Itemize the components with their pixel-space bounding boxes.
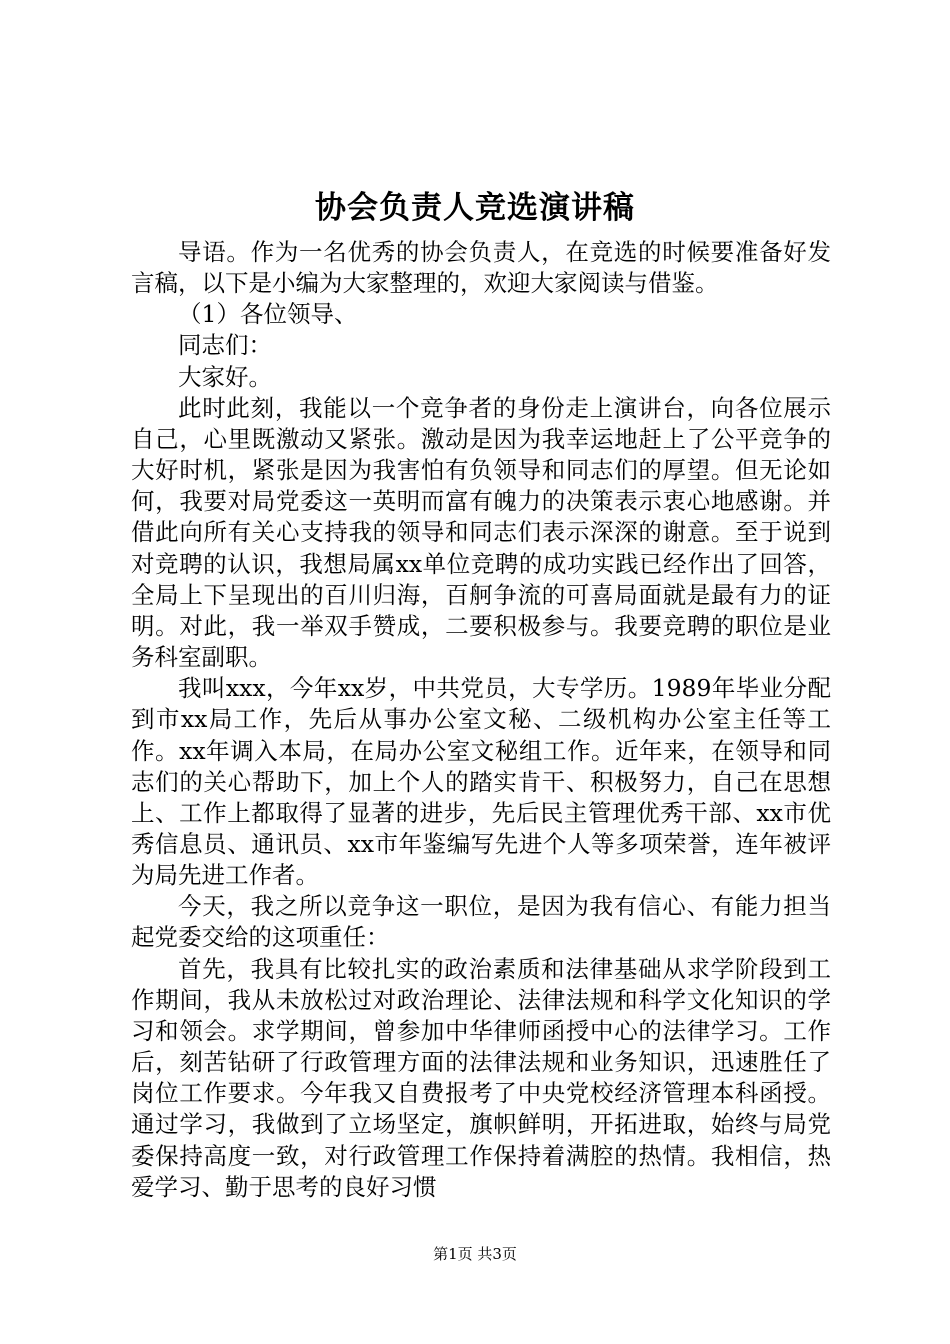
paragraph-opening: 此时此刻，我能以一个竞争者的身份走上演讲台，向各位展示自己，心里既激动又紧张。激动是因为我幸运地赶上了公平竞争的大好时机，紧张是因为我害怕有负领导和同志们的厚望。但无论如何，我要对局党委这一英明而富有魄力的决策表示衷心地感谢。并借此向所有关心支持我的领导和同志们表示深深的谢意。至于说到对竞聘的认识，我想局属xx单位竞聘的成功实践已经作出了回答，全局上下呈现出的百川归海，百舸争流的可喜局面就是最有力的证明。对此，我一举双手赞成，二要积极参与。我要竞聘的职位是业务科室副职。 [131, 393, 831, 672]
paragraph-first-point: 首先，我具有比较扎实的政治素质和法律基础从求学阶段到工作期间，我从未放松过对政治理论、法律法规和科学文化知识的学习和领会。求学期间，曾参加中华律师函授中心的法律学习。工作后，刻苦钻研了行政管理方面的法律法规和业务知识，迅速胜任了岗位工作要求。今年我又自费报考了中央党校经济管理本科函授。通过学习，我做到了立场坚定，旗帜鲜明，开拓进取，始终与局党委保持高度一致，对行政管理工作保持着满腔的热情。我相信，热爱学习、勤于思考的良好习惯 [131, 954, 831, 1201]
paragraph-reason: 今天，我之所以竞争这一职位，是因为我有信心、有能力担当起党委交给的这项重任： [131, 892, 831, 952]
document-title: 协会负责人竞选演讲稿 [315, 190, 635, 226]
paragraph-greeting: 大家好。 [178, 362, 272, 391]
document-body [131, 237, 831, 1203]
paragraph-self-intro: 我叫xxx，今年xx岁，中共党员，大专学历。1989年毕业分配到市xx局工作，先后从事办公室文秘、二级机构办公室主任等工作。xx年调入本局，在局办公室文秘组工作。近年来，在领导和同志们的关心帮助下，加上个人的踏实肯干、积极努力，自己在思想上、工作上都取得了显著的进步，先后民主管理优秀干部、xx市优秀信息员、通讯员、xx市年鉴编写先进个人等多项荣誉，连年被评为局先进工作者。 [131, 674, 831, 890]
paragraph-intro: 导语。作为一名优秀的协会负责人，在竞选的时候要准备好发言稿，以下是小编为大家整理的，欢迎大家阅读与借鉴。 [131, 238, 831, 298]
paragraph-salutation-leaders: （1）各位领导、 [178, 300, 358, 329]
paragraph-salutation-comrades: 同志们： [178, 331, 272, 360]
page-footer: 第1页 共3页 [433, 1245, 517, 1263]
